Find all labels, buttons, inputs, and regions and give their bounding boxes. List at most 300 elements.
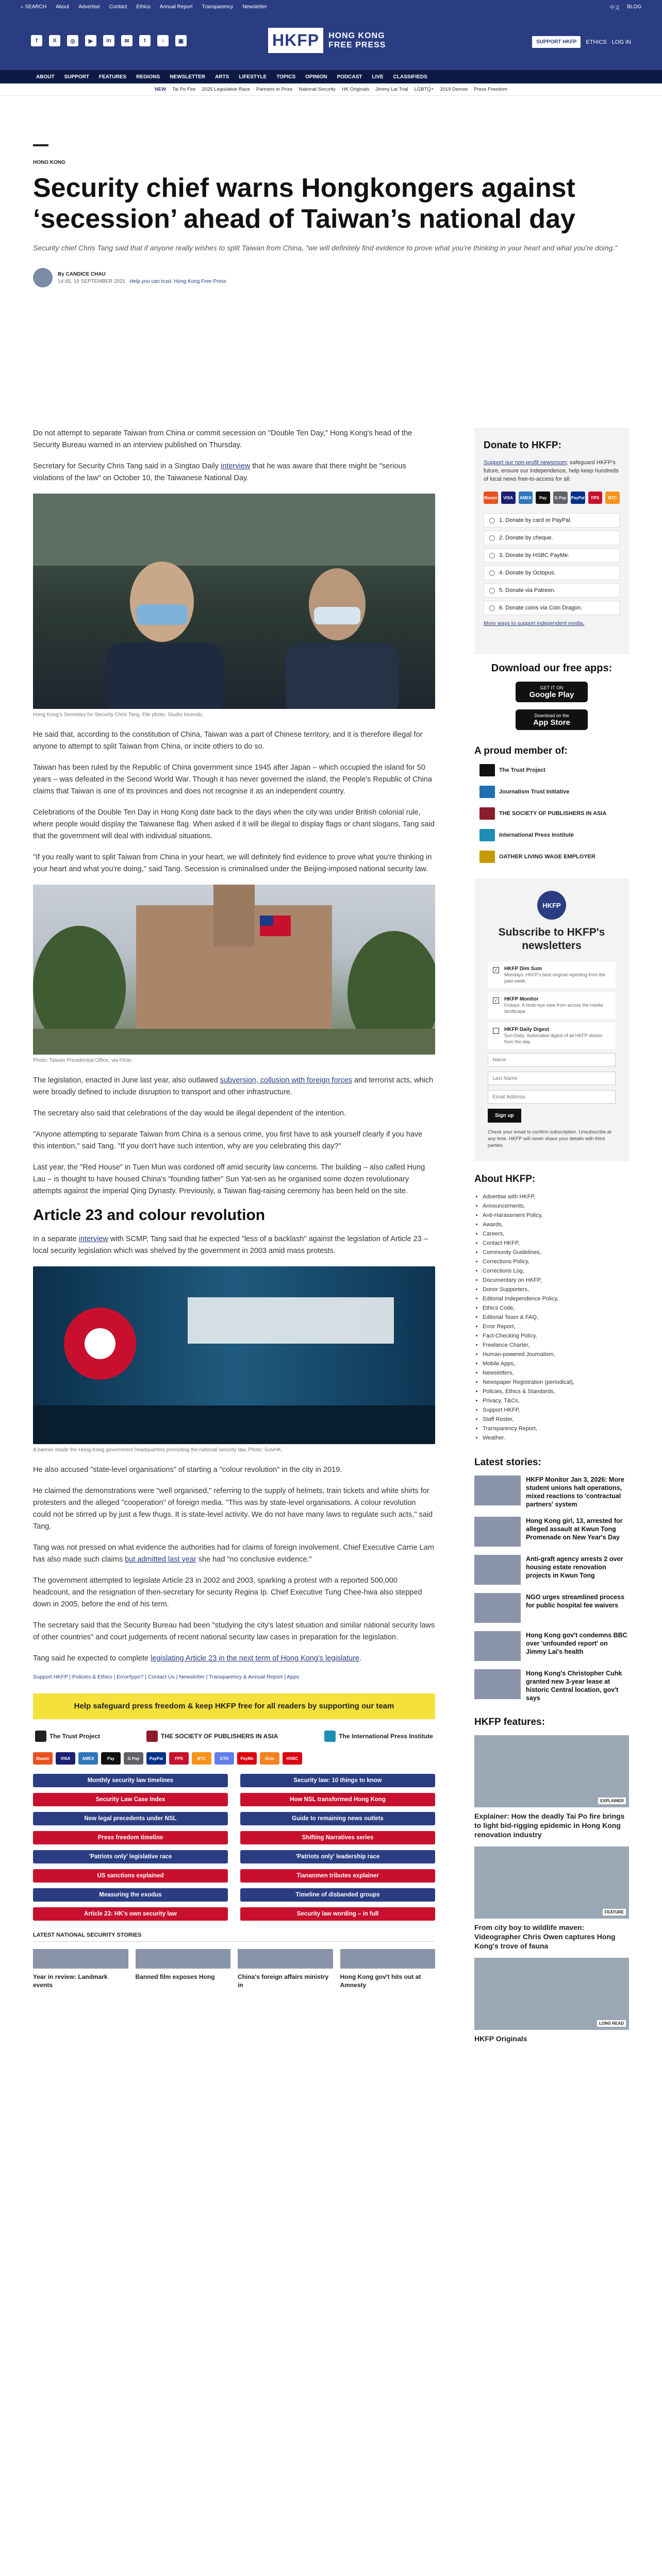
- partner-ipi[interactable]: [324, 1731, 433, 1742]
- newsletter-desc: Sun-Daily: Automated digest of all HKFP stories from the day.: [504, 1033, 603, 1044]
- checkbox-icon: [493, 1028, 499, 1034]
- about-link[interactable]: • Weather.: [483, 1433, 629, 1443]
- feature-label: LONG READ: [597, 2020, 626, 2027]
- byline: [33, 268, 629, 287]
- x-icon[interactable]: X: [49, 35, 60, 46]
- ns-guide-button[interactable]: Press freedom timeline: [33, 1831, 228, 1844]
- about-link[interactable]: • Anti-Harassment Policy,: [483, 1211, 629, 1220]
- social-icons: [31, 35, 187, 46]
- article-category[interactable]: HONG KONG: [33, 160, 65, 165]
- paragraph: Taiwan has been ruled by the Republic of China government since 1945 after Japan – which occupied the island for 50 years – was defeated in the Second World War. Though it has never governed the island, the People's Republic of China claims that Taiwan is one of its provinces and does not recognise it as an independent country.: [33, 764, 432, 795]
- text: and terrorist acts, which were broadly defined to include disruption to transport and other infrastructure.: [33, 1076, 434, 1096]
- member-label: The Trust Project: [499, 767, 545, 773]
- about-link[interactable]: • Fact-Checking Policy,: [483, 1331, 629, 1341]
- member-logo[interactable]: [479, 851, 629, 863]
- store-small: GET IT ON: [540, 685, 564, 690]
- sopa-icon: [146, 1731, 158, 1742]
- newsletter-title: Subscribe to HKFP's newsletters: [498, 926, 605, 952]
- newsletter-option[interactable]: [488, 1023, 616, 1049]
- newsletter-name: HKFP Dim Sum: [504, 966, 542, 972]
- linkedin-icon[interactable]: in: [103, 35, 114, 46]
- facebook-icon[interactable]: f: [31, 35, 42, 46]
- donate-title: Donate to HKFP:: [484, 440, 561, 451]
- ns-guide-button[interactable]: Monthly security law timelines: [33, 1774, 228, 1787]
- story-title: China's foreign affairs ministry in: [238, 1973, 329, 1989]
- ns-guide-button[interactable]: Article 23: HK's own security law: [33, 1907, 228, 1921]
- article-subhead: Security chief Chris Tang said that if anyone really wishes to split Taiwan from China, "we will definitely find evidence to prove what you're thinking in your heart and what you're doing.": [33, 244, 618, 252]
- photo-illustration: [33, 885, 435, 1055]
- payment-method-icon: PayPal: [146, 1752, 166, 1765]
- newsletter-option-text: [504, 996, 610, 1014]
- payment-method-icon: HSBC: [283, 1752, 302, 1765]
- latest-story[interactable]: [474, 1631, 629, 1661]
- menu-arts[interactable]: ARTS: [215, 74, 229, 80]
- search-link[interactable]: ⌕ SEARCH: [21, 4, 47, 10]
- payment-method-icon: BTC: [192, 1752, 211, 1765]
- payment-method-icon: VISA: [56, 1752, 75, 1765]
- about-title: About HKFP:: [474, 1174, 536, 1184]
- ns-guide-button[interactable]: How NSL transformed Hong Kong: [240, 1793, 435, 1806]
- latest-story[interactable]: [474, 1593, 629, 1623]
- ns-guide-button[interactable]: Measuring the exodus: [33, 1888, 228, 1902]
- person-suit: [105, 643, 224, 709]
- ground: [33, 1029, 435, 1055]
- author-name[interactable]: By CANDICE CHAU: [58, 271, 106, 277]
- lang-link-chinese[interactable]: 中文: [609, 5, 620, 11]
- latest-title: Latest stories:: [474, 1457, 541, 1468]
- top-link-newsletter[interactable]: Newsletter: [242, 4, 267, 10]
- about-link[interactable]: • Awards,: [483, 1220, 629, 1229]
- feature-thumbnail: [474, 1846, 629, 1919]
- story-title: Anti-graft agency arrests 2 over housing estate renovation projects in Kwun Tong: [526, 1555, 623, 1579]
- logo-mark: HKFP: [268, 28, 323, 53]
- paragraph: He claimed the demonstrations were "well organised," referring to the supply of helmets, train tickets and white shirts for protesters and the alleged "cooperation" of foreign media. "This was by state-level organisations. A colour revolution could not be stirred up by just a few thugs. It is state-level activity. We do not have many laws to regulate such acts," said Tang.: [33, 1487, 433, 1531]
- ns-guide-button[interactable]: 'Patriots only' legislative race: [33, 1850, 228, 1863]
- text: Tang was not pressed on what evidence the authorities had for claims of foreign involvement. Chief Executive Carrie Lam has also made such claims: [33, 1544, 434, 1564]
- about-link[interactable]: • Freelance Charter,: [483, 1341, 629, 1350]
- payment-method-icon: G Pay: [553, 492, 568, 504]
- author-avatar[interactable]: [33, 268, 53, 287]
- menu-support[interactable]: SUPPORT: [64, 74, 89, 80]
- about-link[interactable]: • Transparency Report,: [483, 1424, 629, 1433]
- text: with SCMP, Tang said that he expected "less of a backlash" against the legislation of Article 23 – local security legislation which was shelved by the government in 2003 amid mass protests.: [33, 1235, 428, 1255]
- ns-story-card[interactable]: [136, 1949, 231, 1989]
- ns-guide-button[interactable]: Security law: 10 things to know: [240, 1774, 435, 1787]
- newsletter-name: HKFP Daily Digest: [504, 1027, 550, 1032]
- ns-story-card[interactable]: [238, 1949, 333, 1989]
- partner-logos: [33, 1731, 435, 1742]
- partner-label: The International Press Institute: [339, 1733, 433, 1740]
- newsletter-option-text: [504, 966, 610, 984]
- article-header: [33, 144, 629, 287]
- photo-chris-tang: [33, 494, 435, 709]
- radio-icon: [489, 518, 495, 523]
- trust-project-icon: [35, 1731, 46, 1742]
- ticker-item[interactable]: National Security: [299, 87, 336, 92]
- member-label: Journalism Trust Initiative: [499, 789, 570, 795]
- donate-intro: [484, 459, 620, 483]
- feature-thumbnail: [474, 1958, 629, 2030]
- banner-text-block: [188, 1297, 394, 1344]
- masthead: [0, 13, 662, 70]
- ns-guide-button[interactable]: US sanctions explained: [33, 1869, 228, 1883]
- app-store-button[interactable]: [516, 709, 588, 730]
- donate-option[interactable]: [484, 548, 620, 563]
- member-logo[interactable]: [479, 786, 629, 798]
- about-link[interactable]: • Error Report,: [483, 1322, 629, 1331]
- login-link[interactable]: LOG IN: [611, 39, 631, 45]
- story-thumbnail: [474, 1631, 521, 1661]
- section-heading: Article 23 and colour revolution: [33, 1207, 266, 1224]
- story-title: Hong Kong gov't hits out at Amnesty: [340, 1973, 421, 1989]
- about-link[interactable]: • Privacy, T&Cs,: [483, 1396, 629, 1405]
- about-link[interactable]: • Staff Roster,: [483, 1415, 629, 1424]
- photo-illustration: [33, 1266, 435, 1444]
- about-link[interactable]: • Careers,: [483, 1229, 629, 1239]
- trust-link[interactable]: Help you can trust: Hong Kong Free Press: [129, 278, 227, 284]
- rss-icon[interactable]: ▣: [175, 35, 187, 46]
- radio-icon: [489, 570, 495, 576]
- article-body: [33, 428, 435, 1989]
- menu-live[interactable]: LIVE: [372, 74, 384, 80]
- story-title: NGO urges streamlined process for public hospital fee waivers: [526, 1594, 625, 1609]
- store-small: Download on the: [534, 713, 569, 718]
- story-title: HKFP Monitor Jan 3, 2026: More student unions halt operations, mixed reactions to 'contractual partners' system: [526, 1476, 624, 1508]
- ticker-item[interactable]: LGBTQ+: [414, 87, 434, 92]
- top-link-advertise[interactable]: Advertise: [78, 4, 100, 10]
- newsletter-option[interactable]: [488, 962, 616, 988]
- feature-story[interactable]: [474, 1958, 629, 2043]
- feature-story[interactable]: [474, 1846, 629, 1951]
- donate-intro-link[interactable]: Support our non-profit newsroom: [484, 460, 567, 466]
- flag-canton: [260, 916, 273, 926]
- story-thumbnail: [238, 1949, 333, 1969]
- text: In a separate: [33, 1235, 79, 1243]
- paragraph: The government attempted to legislate Article 23 in 2002 and 2003, sparking a protest with a reported 500,000 headcount, and the resignation of then-secretary for security Regina Ip. Chief Executive Tung Chee-hwa also stepped down in 2005, before the end of his term.: [33, 1577, 422, 1608]
- option-label: 2. Donate by cheque.: [499, 535, 553, 541]
- about-link[interactable]: • Announcements,: [483, 1201, 629, 1211]
- paragraph: He said that, according to the constitution of China, Taiwan was a part of Chinese territory, and it is therefore illegal for anyone to attempt to split Taiwan from China, or incite others to do so.: [33, 731, 423, 751]
- signup-button[interactable]: Sign up: [488, 1109, 521, 1123]
- inline-link[interactable]: interview: [78, 1235, 108, 1243]
- about-link[interactable]: • Corrections Log,: [483, 1266, 629, 1276]
- text: that he was aware that there might be "serious violations of the law" on October 10, the Taiwanese National Day.: [33, 462, 406, 482]
- story-title: Hong Kong's Christopher Cuhk granted new 3-year lease at historic Central location, gov't says: [526, 1670, 622, 1702]
- main-menu: [0, 70, 662, 83]
- payment-method-icon: ETH: [214, 1752, 234, 1765]
- person-head: [309, 568, 366, 640]
- paragraph: "Anyone attempting to separate Taiwan from China is a serious crime, you first have to ask yourself clearly if you have this intention," said Tang. "If you don't have such intention, why are you celebrating this day?": [33, 1130, 423, 1150]
- text: .: [359, 1654, 362, 1663]
- about-link[interactable]: • Human-powered Journalism,: [483, 1350, 629, 1359]
- about-link[interactable]: • Newspaper Registration (periodical),: [483, 1378, 629, 1387]
- story-thumbnail: [474, 1476, 521, 1505]
- story-thumbnail: [474, 1669, 521, 1699]
- photo-caption: Photo: Taiwan Presidential Office, via Flickr.: [33, 1058, 133, 1063]
- bg-foliage: [33, 494, 435, 566]
- first-name-input[interactable]: [488, 1053, 616, 1066]
- newsletter-desc: Mondays: HKFP's best original reporting from the past week.: [504, 972, 606, 984]
- photo-caption: Hong Kong's Secretary for Security Chris Tang. File photo: Studio Incendo.: [33, 712, 204, 718]
- member-logo[interactable]: [479, 764, 629, 776]
- menu-opinion[interactable]: OPINION: [305, 74, 327, 80]
- paragraph: [33, 1075, 435, 1098]
- support-links-row[interactable]: Support HKFP | Policies & Ethics | Error/typo? | Contact Us | Newsletter | Transparency & Annual Report | Apps: [33, 1674, 300, 1680]
- ticker-item[interactable]: Jimmy Lai Trial: [375, 87, 408, 92]
- hkfp-badge: HKFP: [537, 891, 566, 920]
- photo-caption: A banner inside the Hong Kong government headquarters promoting the national security law. Photo: GovHK.: [33, 1447, 283, 1453]
- features-title: HKFP features:: [474, 1717, 545, 1727]
- feature-title: Explainer: How the deadly Tai Po fire brings to light bid-rigging epidemic in Hong Kong renovation industry: [474, 1812, 625, 1839]
- menu-topics[interactable]: TOPICS: [276, 74, 296, 80]
- ns-guide-button[interactable]: Shifting Narratives series: [240, 1831, 435, 1844]
- radio-icon: [489, 553, 495, 558]
- member-icon: [479, 764, 495, 776]
- photo-nsl-banner: [33, 1266, 435, 1444]
- payment-method-icon: Octo: [260, 1752, 279, 1765]
- payment-method-icon: Master: [33, 1752, 53, 1765]
- payment-method-icon: AMEX: [519, 492, 533, 504]
- option-label: 1. Donate by card or PayPal.: [499, 517, 572, 523]
- face-mask: [136, 604, 188, 625]
- ticker-item[interactable]: 2025 Legislative Race: [202, 87, 250, 92]
- checkbox-icon: ✓: [493, 967, 499, 973]
- member-icon: [479, 807, 495, 820]
- story-thumbnail: [340, 1949, 436, 1969]
- latest-story[interactable]: [474, 1669, 629, 1702]
- payment-method-icon: Pay: [101, 1752, 121, 1765]
- donate-option[interactable]: [484, 566, 620, 580]
- ns-guide-button[interactable]: New legal precedents under NSL: [33, 1812, 228, 1825]
- ns-story-card[interactable]: [340, 1949, 436, 1989]
- payment-method-icon: BTC: [605, 492, 620, 504]
- support-hkfp-button[interactable]: SUPPORT HKFP: [532, 36, 581, 48]
- about-link[interactable]: • Donor Supporters,: [483, 1285, 629, 1294]
- feature-title: From city boy to wildlife maven: Videographer Chris Owen captures Hong Kong's trove of fauna: [474, 1923, 616, 1950]
- donate-option[interactable]: [484, 531, 620, 545]
- top-utility-bar: [0, 0, 662, 13]
- paragraph: [33, 1233, 435, 1257]
- person-head: [130, 562, 194, 642]
- ns-guide-button[interactable]: Timeline of disbanded groups: [240, 1888, 435, 1902]
- tiktok-icon[interactable]: ♪: [157, 35, 169, 46]
- ticker-item[interactable]: 2019 Demos: [440, 87, 468, 92]
- tower: [213, 885, 255, 946]
- member-label: International Press Institute: [499, 832, 574, 838]
- about-link[interactable]: • Policies, Ethics & Standards,: [483, 1387, 629, 1396]
- floor: [33, 1405, 435, 1444]
- payment-method-icon: PayPal: [571, 492, 585, 504]
- newsletter-option-text: [504, 1027, 610, 1045]
- store-name: App Store: [533, 718, 570, 727]
- logo-name: [328, 31, 386, 50]
- about-link[interactable]: • Corrections Policy,: [483, 1257, 629, 1266]
- story-thumbnail: [474, 1517, 521, 1547]
- paragraph: He also accused "state-level organisations" of starting a "colour revolution" in the city in 2019.: [33, 1466, 342, 1474]
- more-ways-link[interactable]: More ways to support independent media.: [484, 620, 585, 626]
- ns-story-card[interactable]: [33, 1949, 128, 1989]
- member-label: OATHER LIVING WAGE EMPLOYER: [499, 854, 595, 860]
- feature-title: HKFP Originals: [474, 2035, 527, 2043]
- top-link-ethics[interactable]: Ethics: [136, 4, 151, 10]
- person-suit: [286, 643, 399, 709]
- google-play-button[interactable]: [516, 682, 588, 702]
- menu-podcast[interactable]: PODCAST: [337, 74, 362, 80]
- about-link[interactable]: • Editorial Independence Policy,: [483, 1294, 629, 1303]
- payment-method-icon: G Pay: [124, 1752, 143, 1765]
- member-icon: [479, 786, 495, 798]
- menu-regions[interactable]: REGIONS: [136, 74, 160, 80]
- paragraph: [33, 1653, 435, 1665]
- about-links: [474, 1192, 629, 1443]
- payment-method-icon: Master: [484, 492, 498, 504]
- support-banner[interactable]: Help safeguard press freedom & keep HKFP free for all readers by supporting our team: [33, 1693, 435, 1719]
- latest-story[interactable]: [474, 1555, 629, 1585]
- story-thumbnail: [136, 1949, 231, 1969]
- member-logo[interactable]: [479, 807, 629, 820]
- newsletter-box: [474, 878, 629, 1161]
- header-rule: [33, 144, 48, 146]
- menu-newsletter[interactable]: NEWSLETTER: [170, 74, 206, 80]
- donate-payment-methods: [484, 492, 620, 504]
- trending-ticker: [0, 83, 662, 96]
- newsletter-name: HKFP Monitor: [504, 996, 539, 1002]
- site-logo[interactable]: [268, 28, 386, 53]
- proud-title: A proud member of:: [474, 745, 568, 756]
- newsletter-option[interactable]: [488, 992, 616, 1019]
- feature-story[interactable]: [474, 1735, 629, 1839]
- payment-method-icon: PayMe: [237, 1752, 257, 1765]
- ns-guide-button[interactable]: 'Patriots only' leadership race: [240, 1850, 435, 1863]
- payment-method-icon: VISA: [501, 492, 516, 504]
- about-link[interactable]: • Newsletters,: [483, 1368, 629, 1378]
- option-label: 5. Donate via Patreon.: [499, 587, 556, 594]
- instagram-icon[interactable]: ◎: [67, 35, 78, 46]
- last-name-input[interactable]: [488, 1072, 616, 1085]
- top-link-annual-report[interactable]: Annual Report: [159, 4, 193, 10]
- national-security-guides: [33, 1774, 435, 1921]
- latest-story[interactable]: [474, 1476, 629, 1509]
- partner-sopa[interactable]: [146, 1731, 278, 1742]
- photo-taiwan-office: [33, 885, 435, 1055]
- store-name: Google Play: [529, 690, 574, 699]
- option-label: 3. Donate by HSBC PayMe.: [499, 552, 570, 558]
- menu-about[interactable]: ABOUT: [36, 74, 55, 80]
- paragraph: Last year, the "Red House" in Tuen Mun was cordoned off amid security law concerns. The building – also called Hung Lau – is thought to have housed China's "founding father" Sun Yat-sen as he organised some dozen revolutionary attempts against the imperial Qing Dynasty. Previously, a Taiwan flag-raising ceremony has been held on the site.: [33, 1163, 425, 1195]
- ns-guide-button[interactable]: Tiananmen tributes explainer: [240, 1869, 435, 1883]
- text: The legislation, enacted in June last year, also outlawed: [33, 1076, 220, 1084]
- inline-link[interactable]: but admitted last year: [125, 1555, 196, 1564]
- top-link-contact[interactable]: Contact: [109, 4, 127, 10]
- partner-label: THE SOCIETY OF PUBLISHERS IN ASIA: [160, 1733, 278, 1740]
- payment-method-icon: FPS: [169, 1752, 189, 1765]
- feature-thumbnail: [474, 1735, 629, 1807]
- newsletter-desc: Fridays: A birds-eye view from across the media landscape.: [504, 1003, 603, 1014]
- paragraph: The secretary also said that celebrations of the day would be illegal dependent of the intention.: [33, 1109, 346, 1117]
- telegram-icon[interactable]: t: [139, 35, 151, 46]
- option-label: 4. Donate by Octopus.: [499, 570, 556, 576]
- donate-option[interactable]: [484, 583, 620, 598]
- paragraph: The secretary said that the Security Bureau had been "studying the city's latest situation and similar national security laws of other countries" and court judgements of recent national security law cases in preparation for the legislation.: [33, 1621, 435, 1641]
- about-link[interactable]: • Ethics Code,: [483, 1303, 629, 1313]
- top-link-about[interactable]: About: [56, 4, 70, 10]
- blog-link[interactable]: BLOG: [627, 4, 641, 10]
- member-icon: [479, 829, 495, 841]
- donate-option[interactable]: [484, 601, 620, 615]
- ticker-item[interactable]: Partners in Prize: [256, 87, 293, 92]
- ns-guide-button[interactable]: Guide to remaining news outlets: [240, 1812, 435, 1825]
- inline-link[interactable]: subversion, collusion with foreign forces: [220, 1076, 353, 1084]
- partner-trust-project[interactable]: [35, 1731, 100, 1742]
- menu-lifestyle[interactable]: LIFESTYLE: [239, 74, 267, 80]
- ns-guide-button[interactable]: Security law wording – in full: [240, 1907, 435, 1921]
- story-title: Hong Kong girl, 13, arrested for alleged assault at Kwun Tong Promenade on New Year's Day: [526, 1517, 623, 1541]
- about-link[interactable]: • Contact HKFP,: [483, 1239, 629, 1248]
- sidebar: [474, 428, 629, 2050]
- inline-link[interactable]: legislating Article 23 in the next term of Hong Kong's legislature: [151, 1654, 360, 1663]
- face-mask: [314, 607, 360, 624]
- text: Secretary for Security Chris Tang said in a Singtao Daily: [33, 462, 221, 470]
- photo-illustration: [33, 494, 435, 709]
- story-thumbnail: [474, 1593, 521, 1623]
- ethics-link[interactable]: ETHICS: [586, 39, 607, 45]
- member-logo[interactable]: [479, 829, 629, 841]
- story-title: Banned film exposes Hong: [135, 1973, 215, 1980]
- paragraph: "If you really want to split Taiwan from China in your heart, we will definitely find evidence to prove what you're thinking in your heart and what you're doing," said Tang. Secession is criminalised under the Beijing-imposed national security law.: [33, 853, 432, 873]
- youtube-icon[interactable]: ▶: [85, 35, 96, 46]
- apps-title: Download our free apps:: [491, 663, 613, 674]
- checkbox-icon: ✓: [493, 997, 499, 1004]
- story-title: Year in review: Landmark events: [33, 1973, 108, 1989]
- inline-link[interactable]: interview: [221, 462, 251, 470]
- text: Tang said he expected to complete: [33, 1654, 151, 1663]
- latest-story[interactable]: [474, 1517, 629, 1547]
- donate-intro-text: ; safeguard HKFP's future, ensure our independence, help keep hundreds of local news free-to-access for all.: [484, 460, 619, 482]
- paragraph: [33, 1542, 435, 1566]
- email-input[interactable]: [488, 1090, 616, 1104]
- about-link[interactable]: • Advertise with HKFP,: [483, 1192, 629, 1201]
- ticker-item[interactable]: Press Freedom: [474, 87, 508, 92]
- about-link[interactable]: • Editorial Team & FAQ,: [483, 1313, 629, 1322]
- about-link[interactable]: • Community Guidelines,: [483, 1248, 629, 1257]
- story-title: Hong Kong gov't condemns BBC over 'unfounded report' on Jimmy Lai's health: [526, 1632, 627, 1655]
- top-link-transparency[interactable]: Transparency: [202, 4, 234, 10]
- payment-methods: [33, 1752, 435, 1765]
- publish-date: 14:45, 10 SEPTEMBER 2021: [58, 278, 126, 284]
- ticker-item[interactable]: HK Originals: [341, 87, 370, 92]
- logo-line-1: HONG KONG: [328, 31, 385, 40]
- menu-classifieds[interactable]: CLASSIFIEDS: [393, 74, 427, 80]
- ticker-item[interactable]: Tai Po Fire: [172, 87, 196, 92]
- article-title: Security chief warns Hongkongers against ‘secession’ ahead of Taiwan’s national day: [33, 173, 575, 234]
- menu-features[interactable]: FEATURES: [98, 74, 127, 80]
- logo-line-2: FREE PRESS: [328, 40, 386, 49]
- newsletter-fine-print: Check your email to confirm subscription. Unsubscribe at any time. HKFP will never share your details with third parties.: [488, 1129, 611, 1148]
- donate-option[interactable]: [484, 513, 620, 528]
- ipi-icon: [324, 1731, 336, 1742]
- feature-stories: [474, 1735, 629, 2043]
- about-link[interactable]: • Support HKFP,: [483, 1405, 629, 1415]
- ns-guide-button[interactable]: Security Law Case Index: [33, 1793, 228, 1806]
- about-link[interactable]: • Documentary on HKFP,: [483, 1276, 629, 1285]
- about-link[interactable]: • Mobile Apps,: [483, 1359, 629, 1368]
- mail-icon[interactable]: ✉: [121, 35, 133, 46]
- partner-label: The Trust Project: [49, 1733, 101, 1740]
- paragraph: Do not attempt to separate Taiwan from China or commit secession on "Double Ten Day," Hong Kong's head of the Security Bureau warned in an interview published on Thursday.: [33, 429, 412, 449]
- latest-ns-stories: [33, 1949, 435, 1989]
- member-icon: [479, 851, 495, 863]
- paragraph: [33, 461, 435, 484]
